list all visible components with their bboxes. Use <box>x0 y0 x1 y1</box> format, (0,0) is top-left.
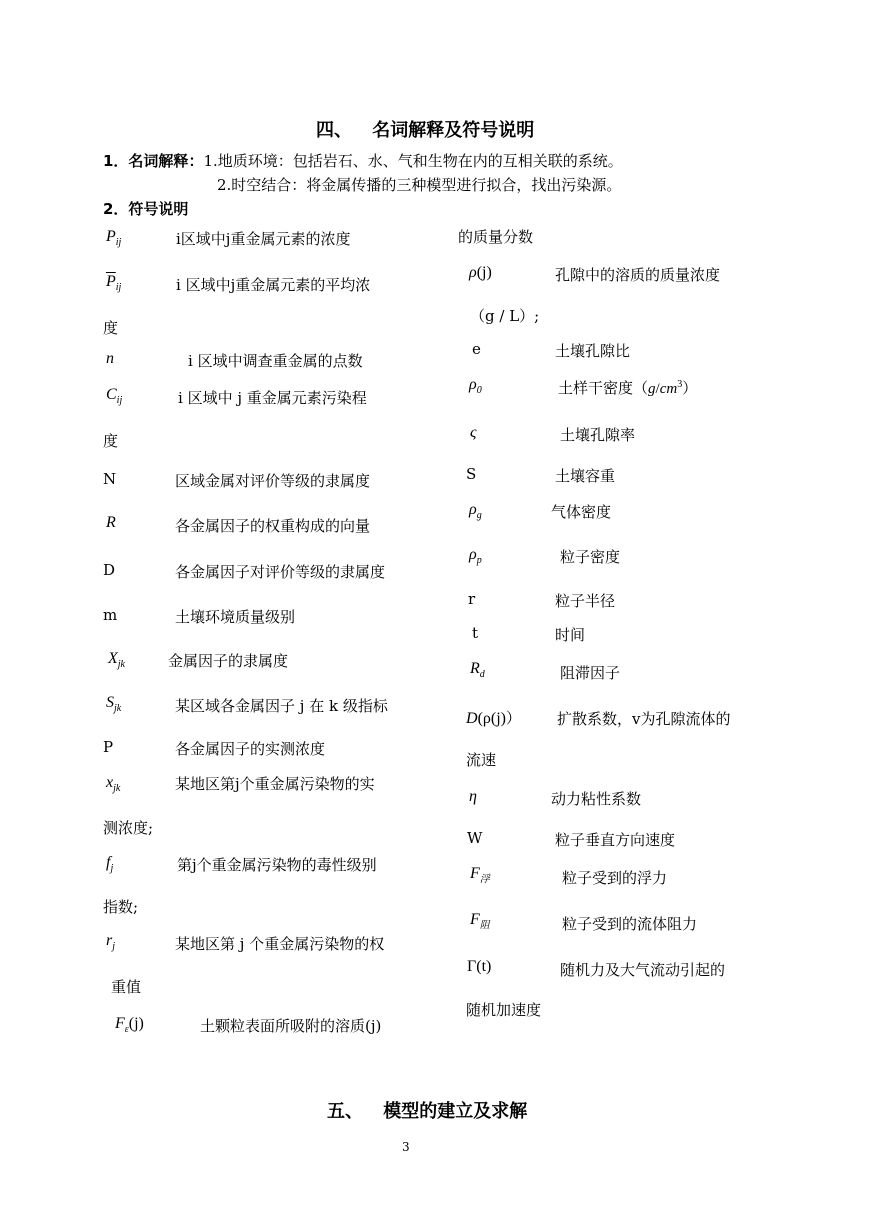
symbol-n: n <box>106 350 114 367</box>
symbol-desc: 区域金属对评价等级的隶属度 <box>175 472 371 490</box>
symbol-desc: 粒子受到的流体阻力 <box>562 915 698 933</box>
symbol-D: D <box>103 561 116 579</box>
term-item-2: 2.时空结合：将金属传播的三种模型进行拟合，找出污染源。 <box>217 176 622 194</box>
symbol-desc: 阻滞因子 <box>560 664 621 682</box>
symbol-P-bar-ij: $\overline{P}_{ij}$ <box>106 273 122 293</box>
symbol-rho-j: ρ(j) <box>469 264 492 281</box>
symbol-desc-cont: 指数; <box>103 898 139 916</box>
symbol-desc: 粒子受到的浮力 <box>562 869 668 887</box>
symbol-S: S <box>466 465 477 483</box>
symbol-desc: 随机力及大气流动引起的 <box>560 961 726 979</box>
symbol-desc-cont: 度 <box>103 319 119 337</box>
symbol-desc: 粒子密度 <box>560 548 621 566</box>
symbol-desc: 第j个重金属污染物的毒性级别 <box>177 856 377 874</box>
symbol-X-jk: $X_{jk}$ <box>108 650 125 670</box>
term-item-1: 1.地质环境：包括岩石、水、气和生物在内的互相关联的系统。 <box>203 152 623 170</box>
symbol-desc: 某地区第j个重金属污染物的实 <box>175 775 375 793</box>
symbol-varsigma: ς <box>470 424 477 441</box>
section4-number: 四、 <box>316 120 352 141</box>
symbol-desc-cont: 流速 <box>466 751 497 769</box>
symbol-rho-0: $\rho_0$ <box>469 376 482 396</box>
symbol-desc: i 区域中 j 重金属元素污染程 <box>178 389 367 407</box>
symbol-desc: 各金属因子对评价等级的隶属度 <box>175 563 386 581</box>
symbol-f-j: $f_j$ <box>106 854 114 874</box>
symbol-eta: η <box>469 788 477 805</box>
symbol-desc: 土颗粒表面所吸附的溶质(j) <box>200 1017 382 1035</box>
symbol-desc-cont: 度 <box>103 432 119 450</box>
symbol-desc: i区域中j重金属元素的浓度 <box>176 230 351 248</box>
symbol-m: m <box>103 606 118 624</box>
symbol-desc: 土样干密度$(g/cm^3)$ <box>558 379 698 397</box>
symbol-desc: 孔隙中的溶质的质量浓度 <box>555 266 721 284</box>
symbol-F-epsilon-j: $F_\varepsilon(j)$ <box>115 1015 144 1035</box>
symbol-desc: 某地区第 j 个重金属污染物的权 <box>175 935 385 953</box>
section5-number: 五、 <box>327 1101 363 1122</box>
symbol-desc: 粒子半径 <box>555 592 616 610</box>
symbol-desc: 各金属因子的实测浓度 <box>175 740 326 758</box>
symbol-desc: 扩散系数，v为孔隙流体的 <box>557 710 731 728</box>
section5-heading <box>327 1097 527 1123</box>
page-number: 3 <box>402 1140 410 1154</box>
symbol-rho-g: $\rho_g$ <box>469 501 482 521</box>
symbol-W: W <box>467 829 483 847</box>
symbol-P-ij: $P_{ij}$ <box>106 228 122 248</box>
symbol-desc: 时间 <box>555 626 586 644</box>
symbol-R-d: $R_d$ <box>470 660 485 680</box>
symbol-r: r <box>468 590 476 608</box>
symbol-desc-cont: 测浓度; <box>103 819 154 837</box>
section4-heading <box>316 116 534 142</box>
symbol-N: N <box>103 470 117 488</box>
symbol-desc: 动力粘性系数 <box>551 790 642 808</box>
symbol-desc: 土壤环境质量级别 <box>175 608 296 626</box>
symbol-desc: i 区域中调查重金属的点数 <box>188 352 363 370</box>
symbols-heading: 2．符号说明 <box>103 200 189 218</box>
symbol-desc-cont: （g / L）; <box>470 307 540 325</box>
symbol-rho-p: $\rho_p$ <box>469 546 482 566</box>
symbol-desc: 金属因子的隶属度 <box>168 652 289 670</box>
symbol-x-jk: $x_{jk}$ <box>106 774 121 794</box>
symbol-r-j: $r_j$ <box>106 932 116 952</box>
section5-title: 模型的建立及求解 <box>383 1101 528 1122</box>
symbol-desc: 土壤孔隙率 <box>560 426 636 444</box>
terms-heading: 1．名词解释： <box>103 152 204 170</box>
symbol-F-buoyancy: $F_浮$ <box>470 865 490 885</box>
symbol-desc: 土壤孔隙比 <box>555 342 631 360</box>
symbol-F-drag: $F_阻$ <box>470 911 490 931</box>
symbol-desc-cont: 重值 <box>111 978 142 996</box>
symbol-e: e <box>472 340 481 358</box>
section4-title: 名词解释及符号说明 <box>372 120 535 141</box>
symbol-desc: 气体密度 <box>551 503 612 521</box>
symbol-C-ij: $C_{ij}$ <box>106 386 123 406</box>
symbol-S-jk: $S_{jk}$ <box>106 694 122 714</box>
symbol-desc: 某区域各金属因子 j 在 k 级指标 <box>175 697 388 715</box>
symbol-R: R <box>106 514 116 531</box>
symbol-desc-cont: 随机加速度 <box>466 1001 542 1019</box>
symbol-desc: 土壤容重 <box>555 467 616 485</box>
symbol-desc-cont: 的质量分数 <box>458 228 534 246</box>
symbol-D-rho-j: D(ρ(j)） <box>466 710 521 727</box>
symbol-desc: i 区域中j重金属元素的平均浓 <box>176 276 371 294</box>
symbol-t: t <box>472 624 479 642</box>
symbol-desc: 各金属因子的权重构成的向量 <box>175 517 371 535</box>
terms-line1 <box>103 150 623 171</box>
symbol-Gamma-t: Γ(t) <box>467 958 492 975</box>
symbol-P: P <box>103 738 114 756</box>
symbol-desc: 粒子垂直方向速度 <box>555 831 676 849</box>
